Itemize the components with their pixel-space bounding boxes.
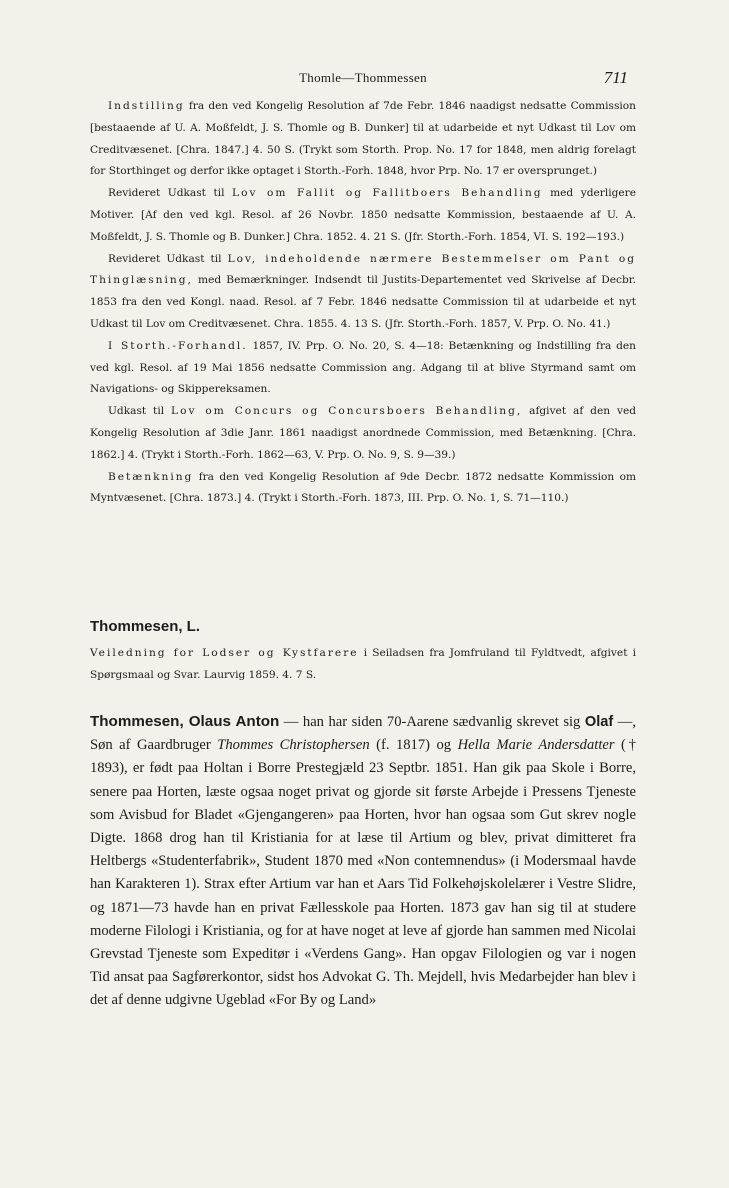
bibliography-entry <box>90 643 636 687</box>
bibliography-entry <box>90 183 636 248</box>
entry-lead: Udkast til <box>108 405 172 418</box>
entry-text: afgivet af den ved Kongelig Resolution af 3die Janr. 1861 naadigst anordnede Commission, med Betænkning. [Chra. 1862.] 4. (Trykt i Storth.-Forh. 1862—63, V. Prp. O. No. 9, S. 9—39.) <box>90 405 636 461</box>
bio-text: — han har siden 70-Aarene sædvanlig skrevet sig <box>279 714 585 730</box>
entry-text: med Bemærkninger. Indsendt til Justits-Departementet ved Skrivelse af Decbr. 1853 fra den ved Kongl. naad. Resol. af 7 Febr. 1846 nedsatte Commission til at udarbeide et nyt Udkast til Lov om Creditvæsenet. Chra. 1855. 4. 13 S. (Jfr. Storth.-Forh. 1857, V. Prp. O. No. 41.) <box>90 274 636 330</box>
bio-text: (f. 1817) og <box>369 737 458 754</box>
entry-text: i Seiladsen fra Jomfruland til Fyldtvedt, afgivet i Spørgsmaal og Svar. Laurvig 1859. 4. 7 S. <box>90 647 636 681</box>
bibliography-entry <box>90 401 636 466</box>
bibliography-entry <box>90 336 636 401</box>
entry-title: Lov, indeholdende nærmere Bestemmelser om Pant og Thinglæsning, <box>90 252 636 287</box>
entry-title: Betænkning <box>108 470 194 483</box>
page-number: 711 <box>603 68 628 87</box>
bio-text: († 1893), er født paa Holtan i Borre Prestegjæld 23 Septbr. 1851. Han gik paa Skole i Borre, senere paa Horten, læste ogsaa noget privat og gjorde sit første Arbejde i Pressens Tjeneste som Avisbud for Bladet «Gjengangeren» paa Horten, hvor han ogsaa som Gut skrev nogle Digte. 1868 drog han til Kristiania for at læse til Artium og blev, privat dimitteret fra Heltbergs «Studenterfabrik», Student 1870 med «Non contemnendus» (i Modersmaal havde han Karakteren 1). Strax efter Artium var han et Aars Tid Folkehøjskolelærer i Vestre Slidre, og 1871—73 havde han en privat Fællesskole paa Horten. 1873 gav han sig til at studere moderne Filologi i Kristiania, og for at have noget at leve af gjorde han sammen med Nicolai Grevstad Tjeneste som Expeditør i «Verdens Gang». Han opgav Filologien og var i nogen Tid ansat paa Sagførerkontor, sidst hos Advokat G. Th. Mejdell, hvis Medarbejder han blev i det af denne udgivne Ugeblad «For By og Land» <box>90 737 637 1009</box>
entry-text: med yderligere Motiver. [Af den ved kgl. Resol. af 26 Novbr. 1850 nedsatte Kommission, bestaaende af U. A. Moßfeldt, J. S. Thomle og B. Dunker.] Chra. 1852. 4. 21 S. (Jfr. Storth.-Forh. 1854, VI. S. 192—193.) <box>90 187 636 243</box>
bibliography-entry <box>90 249 636 336</box>
entry-text: fra den ved Kongelig Resolution af 7de Febr. 1846 naadigst nedsatte Commission [bestaaende af U. A. Moßfeldt, J. S. Thomle og B. Dunker] til at udarbeide et nyt Udkast til Lov om Creditvæsenet. [Chra. 1847.] 4. 50 S. (Trykt som Storth. Prop. No. 17 for 1848, men aldrig forelagt for Storthinget og derfor ikke optaget i Storth.-Forh. 1848, hvor Prp. No. 17 er oversprunget.) <box>90 100 636 178</box>
entry-heading: Thommesen, L. <box>90 618 201 635</box>
entry-title: I Storth.-Forhandl. <box>108 339 248 352</box>
entry-text: fra den ved Kongelig Resolution af 9de Decbr. 1872 nedsatte Kommission om Myntvæsenet. [Chra. 1873.] 4. (Trykt i Storth.-Forh. 1873, III. Prp. O. No. 1, S. 71—110.) <box>90 470 636 505</box>
entry-lead: Revideret Udkast til <box>108 252 228 265</box>
entry-thommesen-olaus <box>90 710 636 1013</box>
thomle-bibliography <box>90 96 636 510</box>
bio-text: —, Søn af Gaardbruger <box>90 714 636 754</box>
entry-text: 1857, IV. Prp. O. No. 20, S. 4—18: Betænkning og Indstilling fra den ved kgl. Resol. af 19 Mai 1856 nedsatte Commission ang. Adgang til at blive Styrmand samt om Navigations- og Skippereksamen. <box>90 339 636 396</box>
entry-title: Veiledning for Lodser og Kystfarere <box>90 647 359 659</box>
biography-paragraph <box>90 710 636 1013</box>
father-name: Thommes Christophersen <box>217 737 370 754</box>
running-title: Thomle—Thommessen <box>299 70 427 85</box>
mother-name: Hella Marie Andersdatter <box>457 737 615 754</box>
entry-title: Lov om Fallit og Fallitboers Behandling <box>232 187 543 200</box>
entry-heading: Thommesen, Olaus Anton <box>90 713 280 730</box>
entry-title: Lov om Concurs og Concursboers Behandling, <box>171 405 523 418</box>
bibliography-entry <box>90 96 636 183</box>
alias-name: Olaf <box>584 714 614 730</box>
running-head <box>90 70 636 90</box>
entry-thommesen-l <box>90 618 636 687</box>
bibliography-entry <box>90 467 636 511</box>
entry-title: Indstilling <box>108 100 185 112</box>
entry-lead: Revideret Udkast til <box>108 187 233 200</box>
